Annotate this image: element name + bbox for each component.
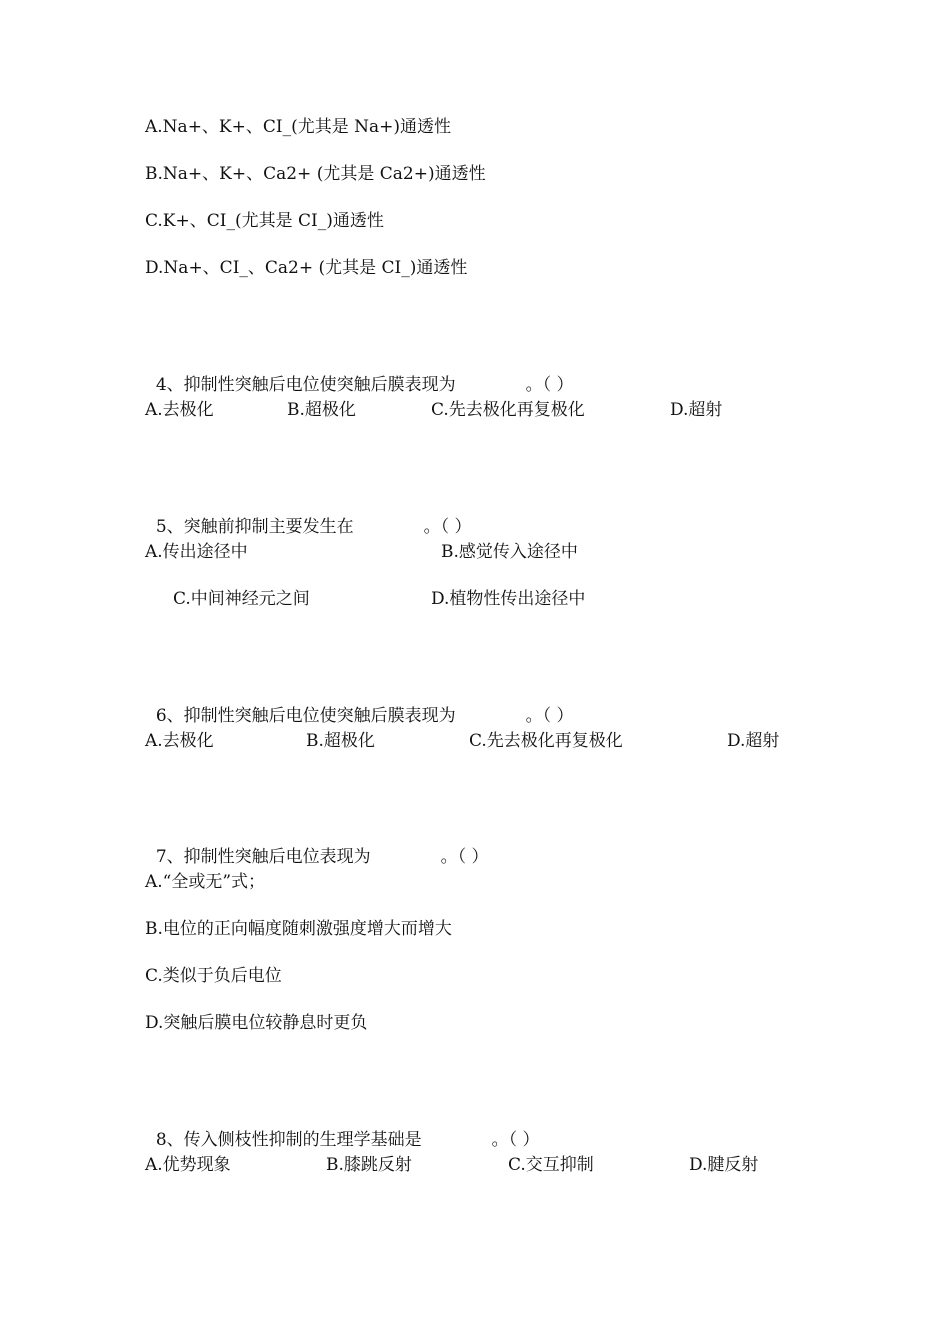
q5-option-d: D.植物性传出途径中 <box>431 589 586 609</box>
q8-option-c: C.交互抑制 <box>508 1155 594 1175</box>
question-7-stem: 7、抑制性突触后电位表现为 <box>155 847 371 867</box>
question-4-stem: 4、抑制性突触后电位使突触后膜表现为 <box>155 375 456 395</box>
q5-option-b: B.感觉传入途径中 <box>441 542 578 562</box>
question-8-title <box>145 1107 540 1151</box>
q7-option-d: D.突触后膜电位较静息时更负 <box>145 1013 368 1033</box>
q6-option-c: C.先去极化再复极化 <box>469 731 623 751</box>
q4-option-c: C.先去极化再复极化 <box>431 400 585 420</box>
q8-option-a: A.优势现象 <box>145 1155 231 1175</box>
q8-option-b: B.膝跳反射 <box>326 1155 412 1175</box>
question-6-stem: 6、抑制性突触后电位使突触后膜表现为 <box>155 706 456 726</box>
q4-option-d: D.超射 <box>670 400 723 420</box>
q4-option-a: A.去极化 <box>145 400 214 420</box>
question-6-title <box>145 683 574 727</box>
q3-option-a: A.Na+、K+、CI_(尤其是 Na+)通透性 <box>145 117 452 137</box>
q7-option-b: B.电位的正向幅度随刺激强度增大而增大 <box>145 919 452 939</box>
q6-option-b: B.超极化 <box>306 731 375 751</box>
question-5-stem: 5、突触前抑制主要发生在 <box>155 517 354 537</box>
question-8-tail: 。（ ） <box>491 1130 540 1150</box>
question-8-stem: 8、传入侧枝性抑制的生理学基础是 <box>155 1130 422 1150</box>
q7-option-a: A.“全或无”式； <box>145 872 266 892</box>
q4-option-b: B.超极化 <box>287 400 356 420</box>
q6-option-d: D.超射 <box>727 731 780 751</box>
q8-option-d: D.腱反射 <box>689 1155 759 1175</box>
q6-option-a: A.去极化 <box>145 731 214 751</box>
q3-option-c: C.K+、CI_(尤其是 CI_)通透性 <box>145 211 384 231</box>
question-4-tail: 。（ ） <box>525 375 574 395</box>
question-5-title <box>145 494 472 538</box>
q5-option-a: A.传出途径中 <box>145 542 248 562</box>
question-6-tail: 。（ ） <box>525 706 574 726</box>
question-5-tail: 。（ ） <box>423 517 472 537</box>
question-7-title <box>145 824 489 868</box>
question-4-title <box>145 352 574 396</box>
q3-option-b: B.Na+、K+、Ca2+ (尤其是 Ca2+)通透性 <box>145 164 486 184</box>
question-7-tail: 。（ ） <box>440 847 489 867</box>
q5-option-c: C.中间神经元之间 <box>173 589 310 609</box>
q3-option-d: D.Na+、CI_、Ca2+ (尤其是 CI_)通透性 <box>145 258 468 278</box>
q7-option-c: C.类似于负后电位 <box>145 966 282 986</box>
